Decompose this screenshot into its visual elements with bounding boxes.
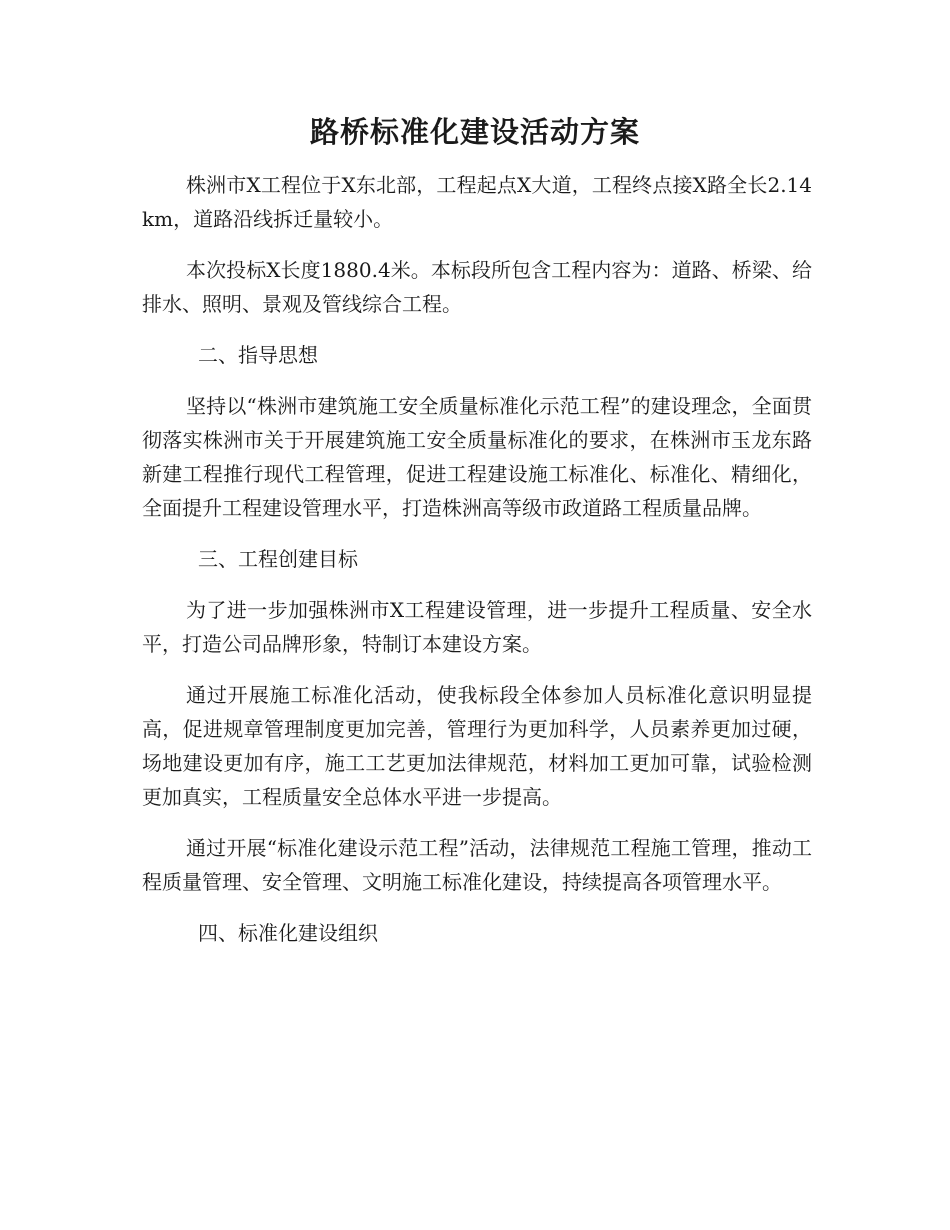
intro-paragraph: 株洲市X工程位于X东北部，工程起点X大道，工程终点接X路全长2.14km，道路沿线拆迁量较小。 [142,173,812,231]
document-body [142,168,812,967]
section-heading-organization: 四、标准化建设组织 [198,921,378,945]
project-goals-paragraph: 通过开展“标准化建设示范工程”活动，法律规范工程施工管理，推动工程质量管理、安全管理、文明施工标准化建设，持续提高各项管理水平。 [142,836,812,894]
section-heading-guiding-ideology: 二、指导思想 [198,343,318,367]
project-goals-paragraph: 通过开展施工标准化活动，使我标段全体参加人员标准化意识明显提高，促进规章管理制度更加完善，管理行为更加科学，人员素养更加过硬，场地建设更加有序，施工工艺更加法律规范，材料加工更加可靠，试验检测更加真实，工程质量安全总体水平进一步提高。 [142,683,812,809]
project-goals-paragraph: 为了进一步加强株洲市X工程建设管理，进一步提升工程质量、安全水平，打造公司品牌形象，特制订本建设方案。 [142,598,812,656]
guiding-ideology-paragraph: 坚持以“株洲市建筑施工安全质量标准化示范工程”的建设理念，全面贯彻落实株洲市关于开展建筑施工安全质量标准化的要求，在株洲市玉龙东路新建工程推行现代工程管理，促进工程建设施工标准化、标准化、精细化，全面提升工程建设管理水平，打造株洲高等级市政道路工程质量品牌。 [142,394,812,520]
bid-scope-paragraph: 本次投标X长度1880.4米。本标段所包含工程内容为：道路、桥梁、给排水、照明、景观及管线综合工程。 [142,258,812,316]
document-title: 路桥标准化建设活动方案 [309,115,640,149]
section-heading-project-goals: 三、工程创建目标 [198,547,358,571]
